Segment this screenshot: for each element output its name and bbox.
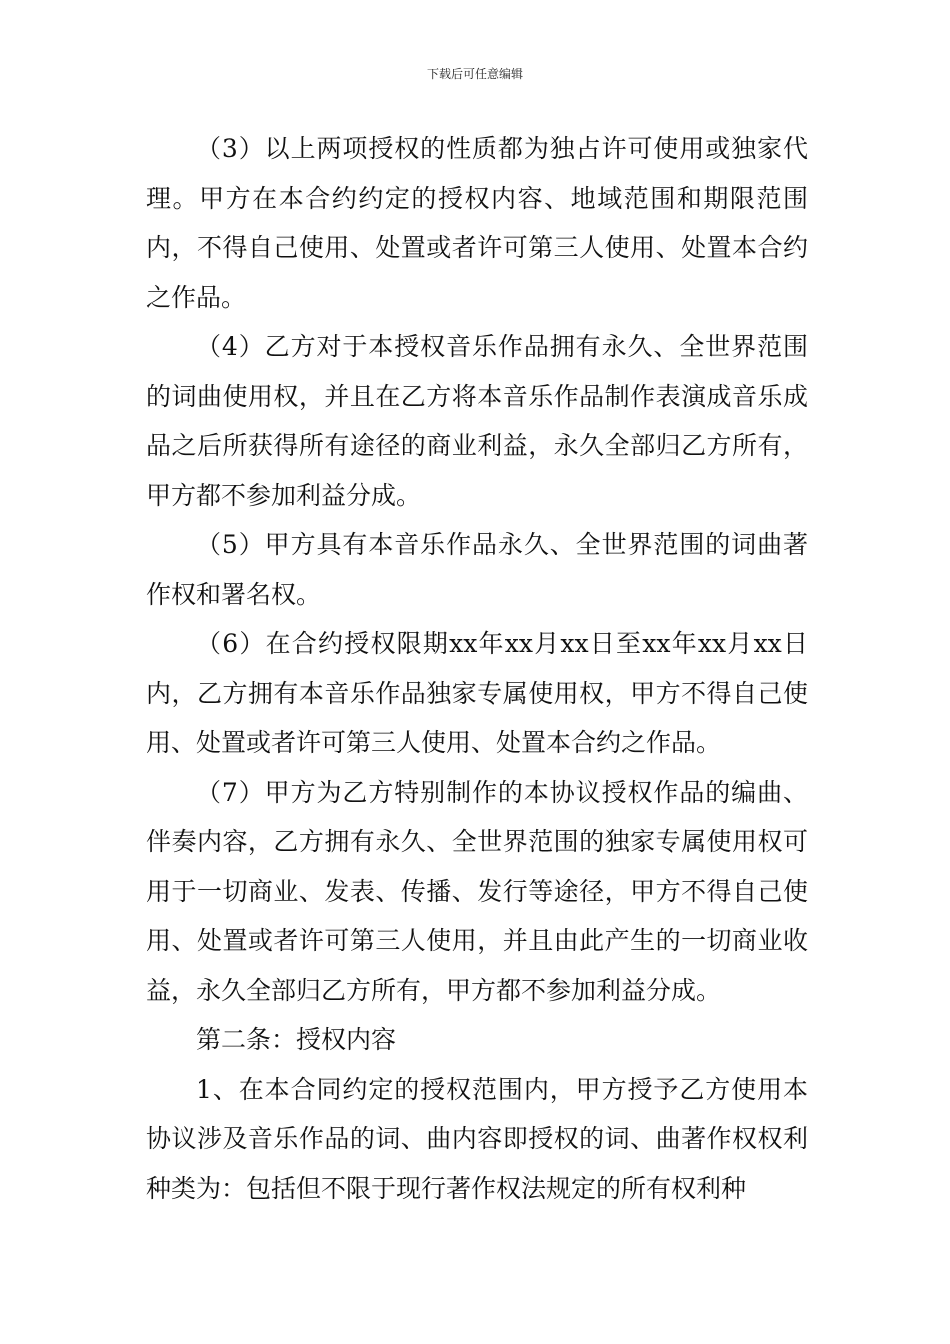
clause-paragraph: 1、在本合同约定的授权范围内，甲方授予乙方使用本协议涉及音乐作品的词、曲内容即授权的词、曲著作权权利种类为：包括但不限于现行著作权法规定的所有权利种	[146, 1074, 808, 1203]
document-body	[146, 124, 808, 1213]
section-heading: 第二条：授权内容	[196, 1025, 397, 1054]
clause-paragraph: （6）在合约授权限期xx年xx月xx日至xx年xx月xx日内，乙方拥有本音乐作品独家专属使用权，甲方不得自己使用、处置或者许可第三人使用、处置本合约之作品。	[146, 629, 808, 757]
clause-paragraph: （5）甲方具有本音乐作品永久、全世界范围的词曲著作权和署名权。	[146, 530, 808, 609]
clause-paragraph: （3）以上两项授权的性质都为独占许可使用或独家代理。甲方在本合约约定的授权内容、地域范围和期限范围内，不得自己使用、处置或者许可第三人使用、处置本合约之作品。	[146, 134, 808, 312]
clause-paragraph: （7）甲方为乙方特别制作的本协议授权作品的编曲、伴奏内容，乙方拥有永久、全世界范围的独家专属使用权可用于一切商业、发表、传播、发行等途径，甲方不得自己使用、处置或者许可第三人使用，并且由此产生的一切商业收益，永久全部归乙方所有，甲方都不参加利益分成。	[146, 777, 808, 1005]
clause-paragraph: （4）乙方对于本授权音乐作品拥有永久、全世界范围的词曲使用权，并且在乙方将本音乐作品制作表演成音乐成品之后所获得所有途径的商业利益，永久全部归乙方所有，甲方都不参加利益分成。	[146, 332, 808, 510]
page-header: 下载后可任意编辑	[426, 67, 523, 81]
